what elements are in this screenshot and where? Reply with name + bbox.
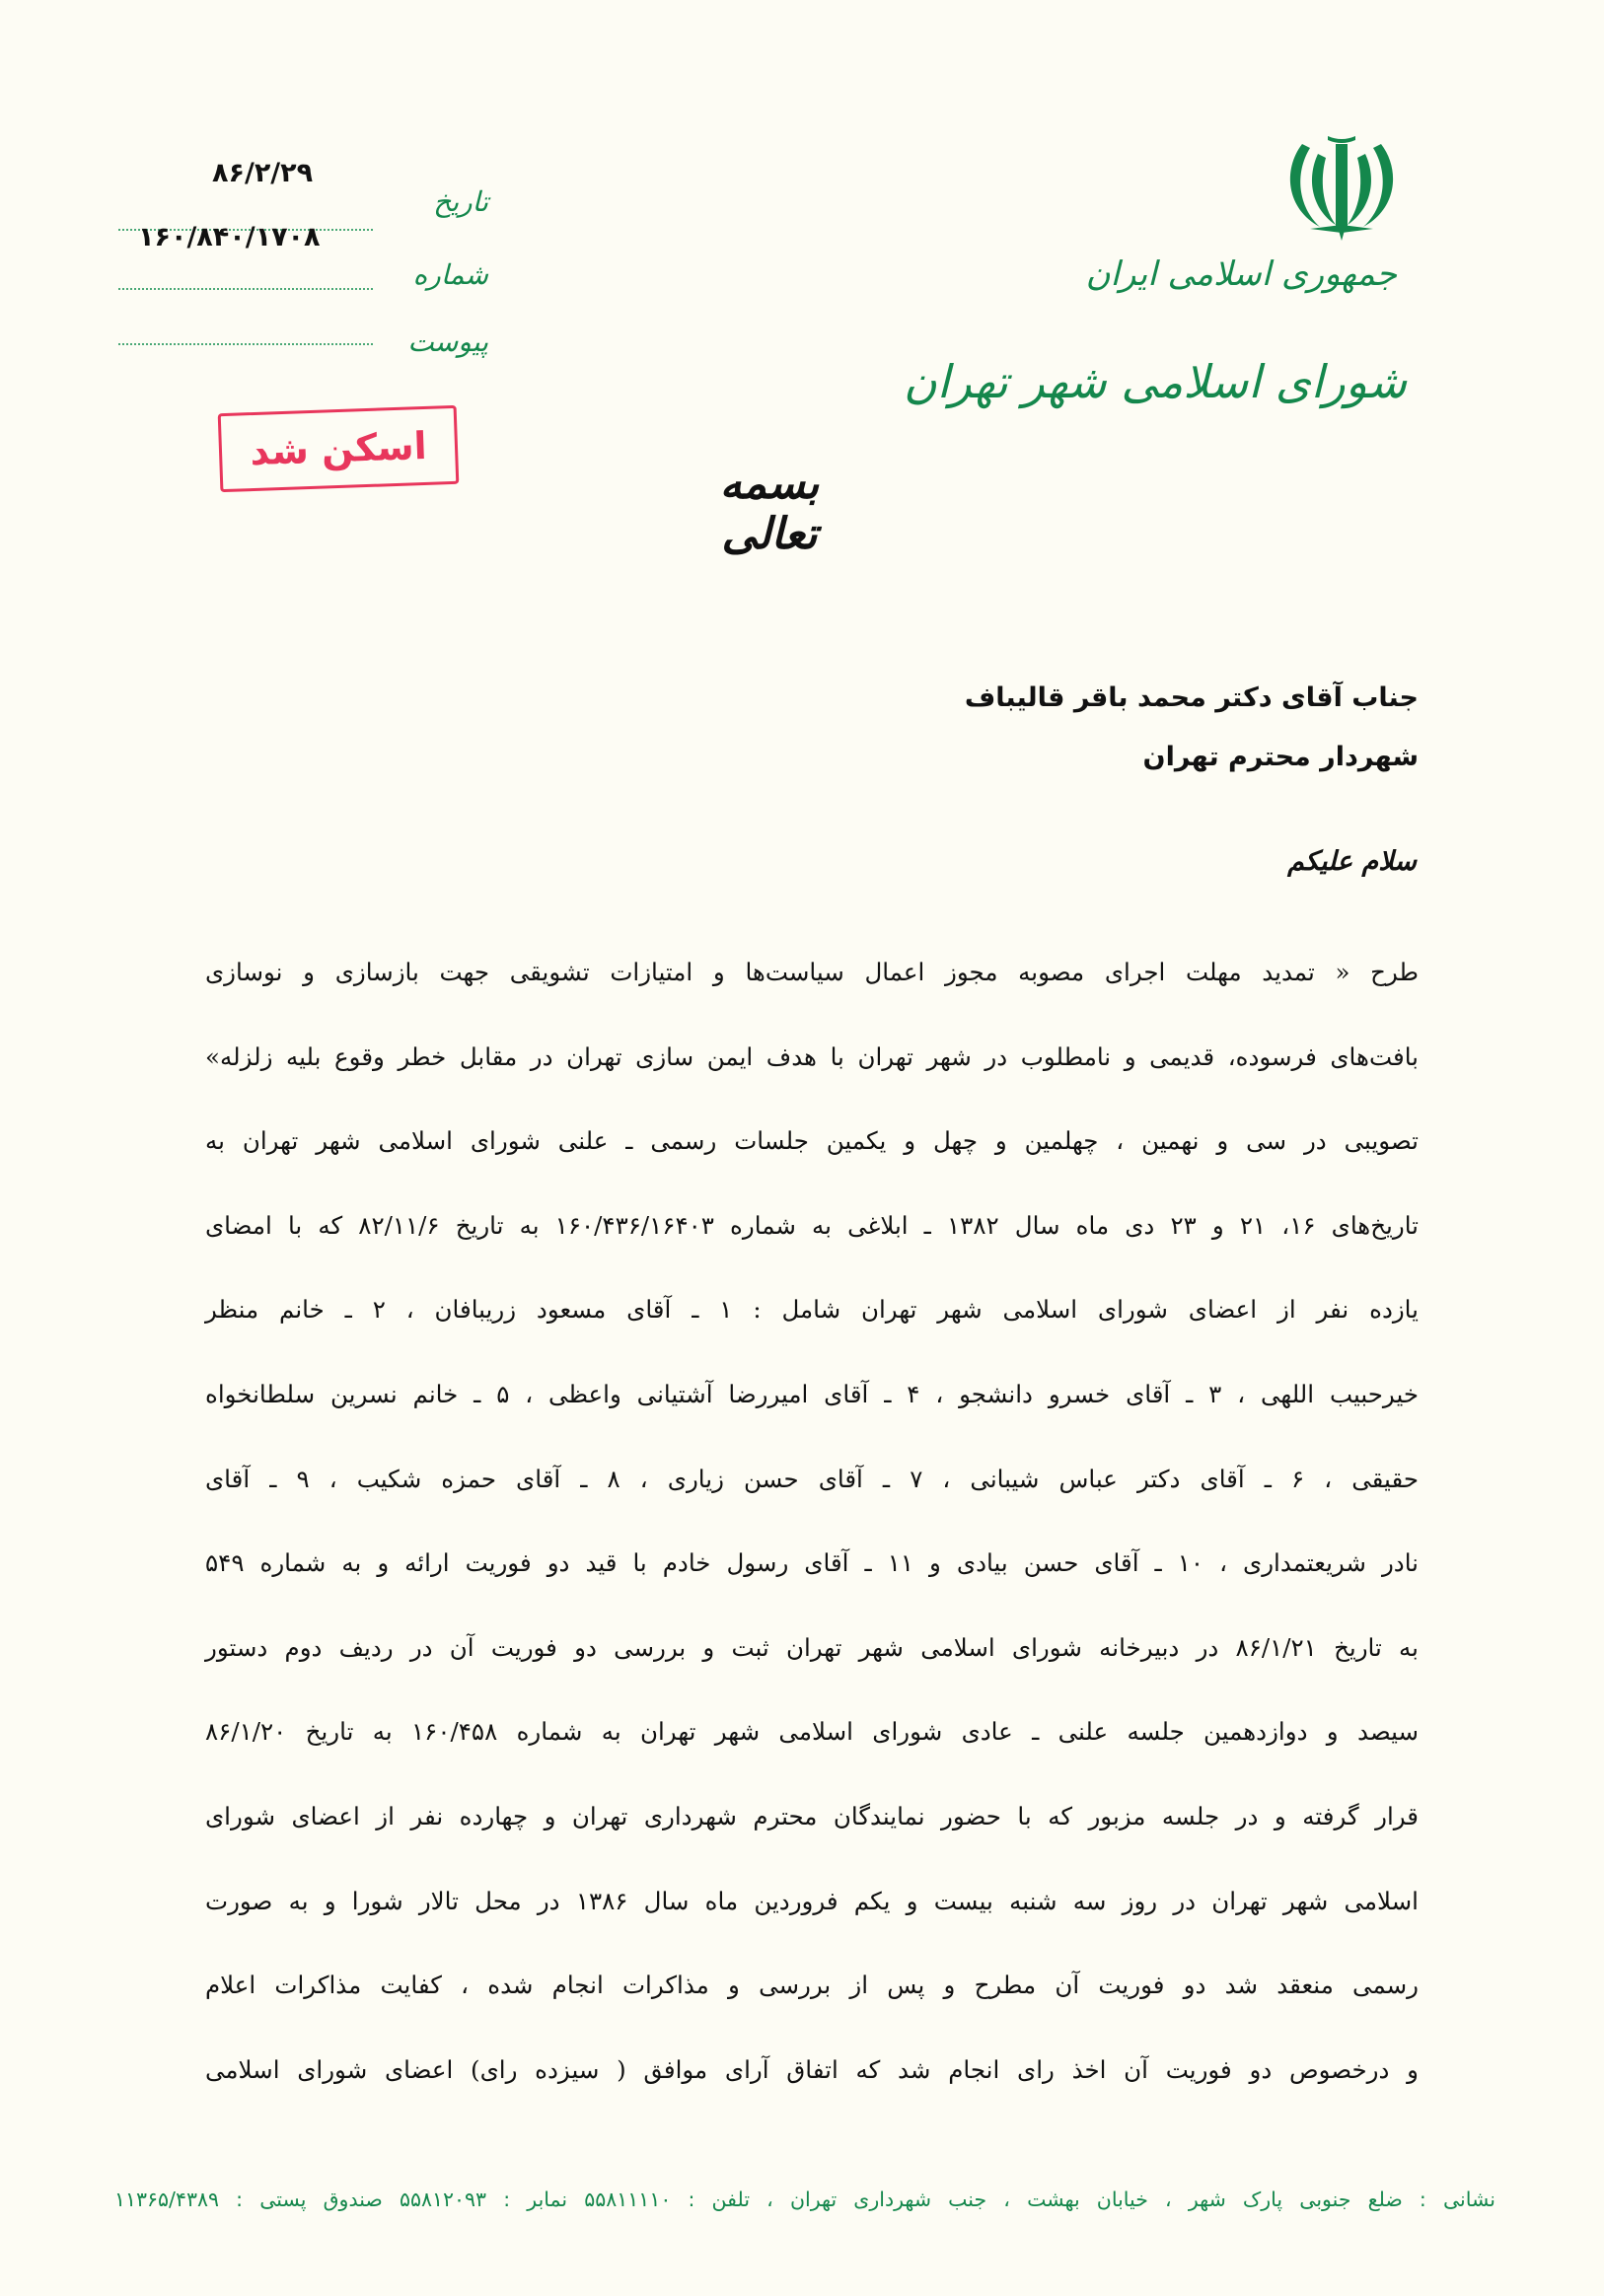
scanned-stamp: اسکن شد (218, 405, 460, 492)
body-line: تاریخ‌های ۱۶، ۲۱ و ۲۳ دی ماه سال ۱۳۸۲ ـ ابلاغی به شماره ۱۶۰/۴۳۶/۱۶۴۰۳ به تاریخ ۸۲/۱۱/۶ که با امضای (205, 1210, 1419, 1240)
body-line: طرح « تمدید مهلت اجرای مصوبه مجوز اعمال سیاست‌ها و امتیازات تشویقی جهت بازسازی و نوسازی (205, 958, 1419, 986)
footer-address: نشانی : ضلع جنوبی پارک شهر ، خیابان بهشت ، جنب شهرداری تهران ، تلفن : ۵۵۸۱۱۱۱۰ نمابر : ۵۵۸۱۲۰۹۳ صندوق پستی : ۱۱۳۶۵/۴۳۸۹ (114, 2188, 1496, 2211)
body-line: حقیقی ، ۶ ـ آقای دکتر عباس شیبانی ، ۷ ـ آقای حسن زیاری ، ۸ ـ آقای حمزه شکیب ، ۹ ـ آقای (205, 1464, 1419, 1493)
date-label: تاریخ (433, 185, 488, 218)
recipient-title: شهردار محترم تهران (1142, 742, 1419, 772)
emblem-of-iran-icon (1280, 130, 1403, 241)
attachment-dotted-line (118, 343, 373, 345)
number-value: ۱۶۰/۸۴۰/۱۷۰۸ (138, 222, 321, 252)
body-line: اسلامی شهر تهران در روز سه شنبه بیست و یکم فروردین ماه سال ۱۳۸۶ در محل تالار شورا و به صورت (205, 1886, 1419, 1915)
greeting: سلام علیکم (1287, 846, 1417, 877)
number-dotted-line (118, 288, 373, 290)
body-line: رسمی منعقد شد دو فوریت آن مطرح و پس از بررسی و مذاکرات انجام شده ، کفایت مذاکرات اعلام (205, 1971, 1419, 2000)
invocation: بسمه تعالی (719, 459, 820, 559)
recipient-name: جناب آقای دکتر محمد باقر قالیباف (964, 682, 1419, 713)
body-line: نادر شریعتمداری ، ۱۰ ـ آقای حسن بیادی و ۱۱ ـ آقای رسول خادم با قید دو فوریت ارائه و به شماره ۵۴۹ (205, 1548, 1419, 1578)
body-line: خیرحبیب اللهی ، ۳ ـ آقای خسرو دانشجو ، ۴ ـ آقای امیررضا آشتیانی واعظی ، ۵ ـ خانم نسرین سلطانخواه (205, 1380, 1419, 1408)
body-line: و درخصوص دو فوریت آن اخذ رای انجام شد که اتفاق آرای موافق ( سیزده رای) اعضای شورای اسلامی (205, 2054, 1419, 2084)
body-line: بافت‌های فرسوده، قدیمی و نامطلوب در شهر تهران با هدف ایمن سازی تهران در مقابل خطر وقوع بلیه زلزله» (205, 1041, 1419, 1071)
letterhead-organization: شورای اسلامی شهر تهران (904, 355, 1407, 408)
number-label: شماره (412, 258, 488, 291)
date-value: ۸۶/۲/۲۹ (212, 158, 314, 188)
body-line: تصویبی در سی و نهمین ، چهلمین و چهل و یکمین جلسات رسمی ـ علنی شورای اسلامی شهر تهران به (205, 1126, 1419, 1156)
body-line: قرار گرفته و در جلسه مزبور که با حضور نمایندگان محترم شهرداری تهران و چهارده نفر از اعضای شورای (205, 1802, 1419, 1830)
body-line: به تاریخ ۸۶/۱/۲۱ در دبیرخانه شورای اسلامی شهر تهران ثبت و بررسی دو فوریت آن در ردیف دوم دستور (205, 1632, 1419, 1662)
letterhead-country: جمهوری اسلامی ایران (1085, 254, 1397, 294)
body-line: یازده نفر از اعضای شورای اسلامی شهر تهران شامل : ۱ ـ آقای مسعود زریبافان ، ۲ ـ خانم منظر (205, 1295, 1419, 1325)
body-line: سیصد و دوازدهمین جلسه علنی ـ عادی شورای اسلامی شهر تهران به شماره ۱۶۰/۴۵۸ به تاریخ ۸۶/۱/۲۰ (205, 1717, 1419, 1747)
attachment-label: پیوست (407, 325, 488, 358)
